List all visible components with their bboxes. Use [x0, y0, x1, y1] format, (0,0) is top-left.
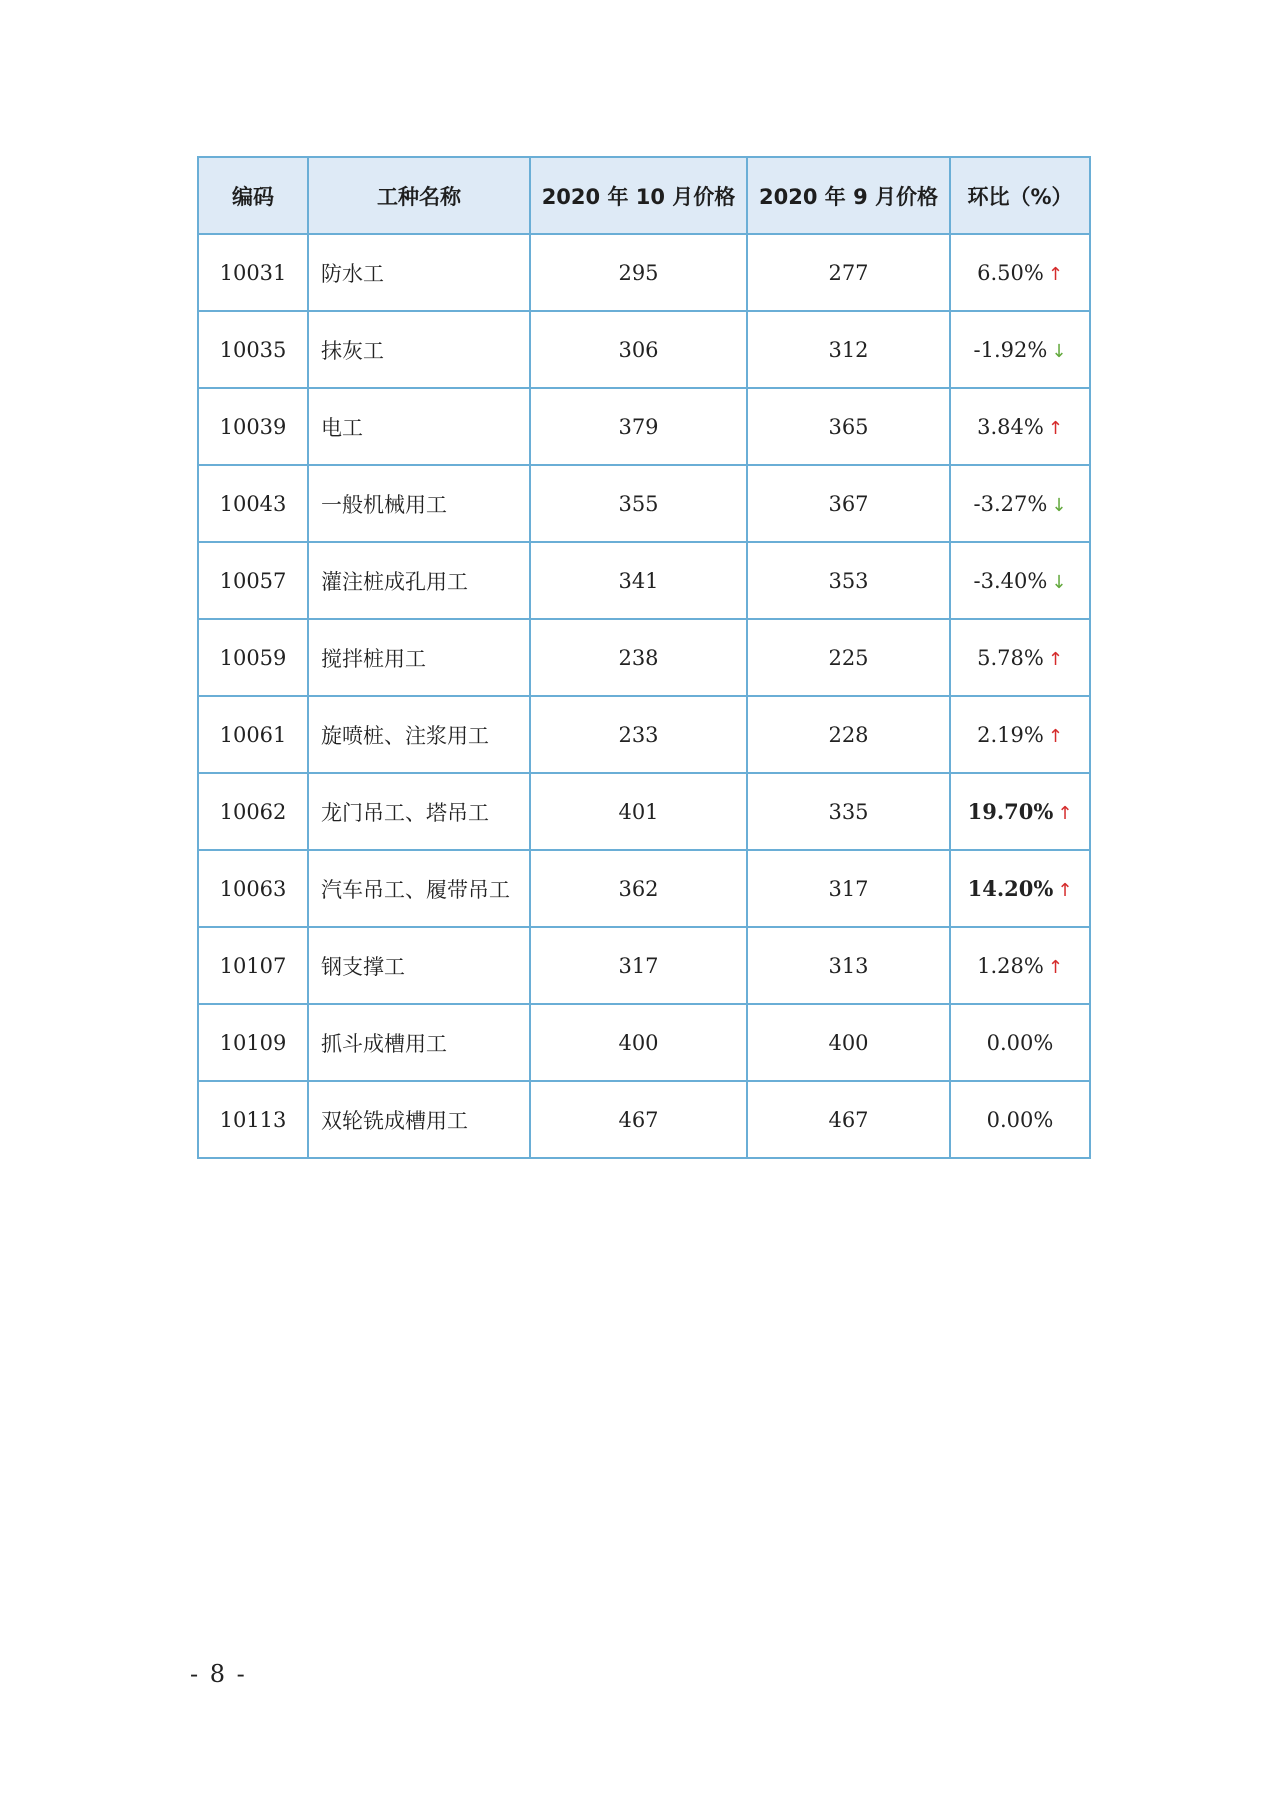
arrow-up-icon: ↑ — [1047, 263, 1063, 285]
cell-oct-price: 306 — [530, 311, 747, 388]
cell-oct-price: 233 — [530, 696, 747, 773]
cell-sep-price: 277 — [747, 234, 950, 311]
cell-sep-price: 312 — [747, 311, 950, 388]
ratio-value: 6.50% — [977, 260, 1044, 285]
cell-name: 电工 — [308, 388, 530, 465]
cell-name: 双轮铣成槽用工 — [308, 1081, 530, 1158]
cell-code: 10035 — [198, 311, 308, 388]
ratio-value: 0.00% — [986, 1107, 1054, 1132]
ratio-value: -3.27% — [973, 491, 1048, 516]
cell-ratio — [950, 542, 1090, 619]
page-number: - 8 - — [190, 1660, 247, 1688]
cell-oct-price: 238 — [530, 619, 747, 696]
ratio-value: -3.40% — [973, 568, 1048, 593]
cell-sep-price: 317 — [747, 850, 950, 927]
cell-sep-price: 313 — [747, 927, 950, 1004]
table-row — [198, 850, 1090, 927]
arrow-down-icon: ↓ — [1051, 571, 1067, 593]
cell-name: 防水工 — [308, 234, 530, 311]
cell-oct-price: 400 — [530, 1004, 747, 1081]
table-row — [198, 542, 1090, 619]
cell-oct-price: 379 — [530, 388, 747, 465]
cell-sep-price: 400 — [747, 1004, 950, 1081]
cell-name: 抓斗成槽用工 — [308, 1004, 530, 1081]
arrow-up-icon: ↑ — [1047, 417, 1063, 439]
table-row — [198, 619, 1090, 696]
cell-code: 10109 — [198, 1004, 308, 1081]
table-row — [198, 234, 1090, 311]
table-row — [198, 388, 1090, 465]
cell-ratio — [950, 850, 1090, 927]
cell-sep-price: 365 — [747, 388, 950, 465]
header-oct-price: 2020 年 10 月价格 — [530, 157, 747, 234]
header-sep-price: 2020 年 9 月价格 — [747, 157, 950, 234]
cell-name: 旋喷桩、注浆用工 — [308, 696, 530, 773]
ratio-value: 3.84% — [977, 414, 1044, 439]
table-row — [198, 1004, 1090, 1081]
arrow-down-icon: ↓ — [1051, 340, 1067, 362]
table-row — [198, 311, 1090, 388]
table-row — [198, 773, 1090, 850]
cell-ratio — [950, 234, 1090, 311]
cell-sep-price: 225 — [747, 619, 950, 696]
ratio-value: 5.78% — [977, 645, 1044, 670]
ratio-value: 0.00% — [986, 1030, 1054, 1055]
ratio-value: 1.28% — [977, 953, 1044, 978]
arrow-up-icon: ↑ — [1057, 880, 1073, 901]
cell-ratio — [950, 465, 1090, 542]
cell-code: 10057 — [198, 542, 308, 619]
ratio-value: 2.19% — [977, 722, 1044, 747]
cell-name: 抹灰工 — [308, 311, 530, 388]
cell-ratio — [950, 773, 1090, 850]
arrow-down-icon: ↓ — [1051, 494, 1067, 516]
arrow-up-icon: ↑ — [1047, 648, 1063, 670]
cell-oct-price: 401 — [530, 773, 747, 850]
cell-oct-price: 295 — [530, 234, 747, 311]
cell-name: 搅拌桩用工 — [308, 619, 530, 696]
header-code: 编码 — [198, 157, 308, 234]
cell-sep-price: 335 — [747, 773, 950, 850]
cell-oct-price: 317 — [530, 927, 747, 1004]
cell-sep-price: 367 — [747, 465, 950, 542]
cell-ratio — [950, 619, 1090, 696]
cell-code: 10039 — [198, 388, 308, 465]
cell-sep-price: 467 — [747, 1081, 950, 1158]
cell-name: 一般机械用工 — [308, 465, 530, 542]
cell-name: 龙门吊工、塔吊工 — [308, 773, 530, 850]
table-row — [198, 1081, 1090, 1158]
table-row — [198, 465, 1090, 542]
cell-code: 10043 — [198, 465, 308, 542]
cell-name: 灌注桩成孔用工 — [308, 542, 530, 619]
cell-code: 10031 — [198, 234, 308, 311]
cell-code: 10063 — [198, 850, 308, 927]
table-row — [198, 696, 1090, 773]
table-body — [198, 234, 1090, 1158]
arrow-up-icon: ↑ — [1057, 803, 1073, 824]
cell-oct-price: 362 — [530, 850, 747, 927]
cell-oct-price: 341 — [530, 542, 747, 619]
cell-ratio — [950, 927, 1090, 1004]
cell-code: 10061 — [198, 696, 308, 773]
cell-sep-price: 228 — [747, 696, 950, 773]
table-row — [198, 927, 1090, 1004]
cell-name: 汽车吊工、履带吊工 — [308, 850, 530, 927]
cell-ratio — [950, 388, 1090, 465]
cell-code: 10062 — [198, 773, 308, 850]
header-name: 工种名称 — [308, 157, 530, 234]
cell-oct-price: 467 — [530, 1081, 747, 1158]
cell-oct-price: 355 — [530, 465, 747, 542]
cell-name: 钢支撑工 — [308, 927, 530, 1004]
arrow-up-icon: ↑ — [1047, 956, 1063, 978]
table-header-row — [198, 157, 1090, 234]
cell-ratio — [950, 696, 1090, 773]
cell-sep-price: 353 — [747, 542, 950, 619]
ratio-value: 14.20% — [967, 876, 1054, 901]
ratio-value: 19.70% — [967, 799, 1054, 824]
cell-ratio — [950, 311, 1090, 388]
price-table — [197, 156, 1091, 1159]
header-ratio: 环比（%） — [950, 157, 1090, 234]
ratio-value: -1.92% — [973, 337, 1048, 362]
arrow-up-icon: ↑ — [1047, 725, 1063, 747]
cell-code: 10107 — [198, 927, 308, 1004]
cell-code: 10059 — [198, 619, 308, 696]
cell-ratio — [950, 1081, 1090, 1158]
cell-code: 10113 — [198, 1081, 308, 1158]
cell-ratio — [950, 1004, 1090, 1081]
